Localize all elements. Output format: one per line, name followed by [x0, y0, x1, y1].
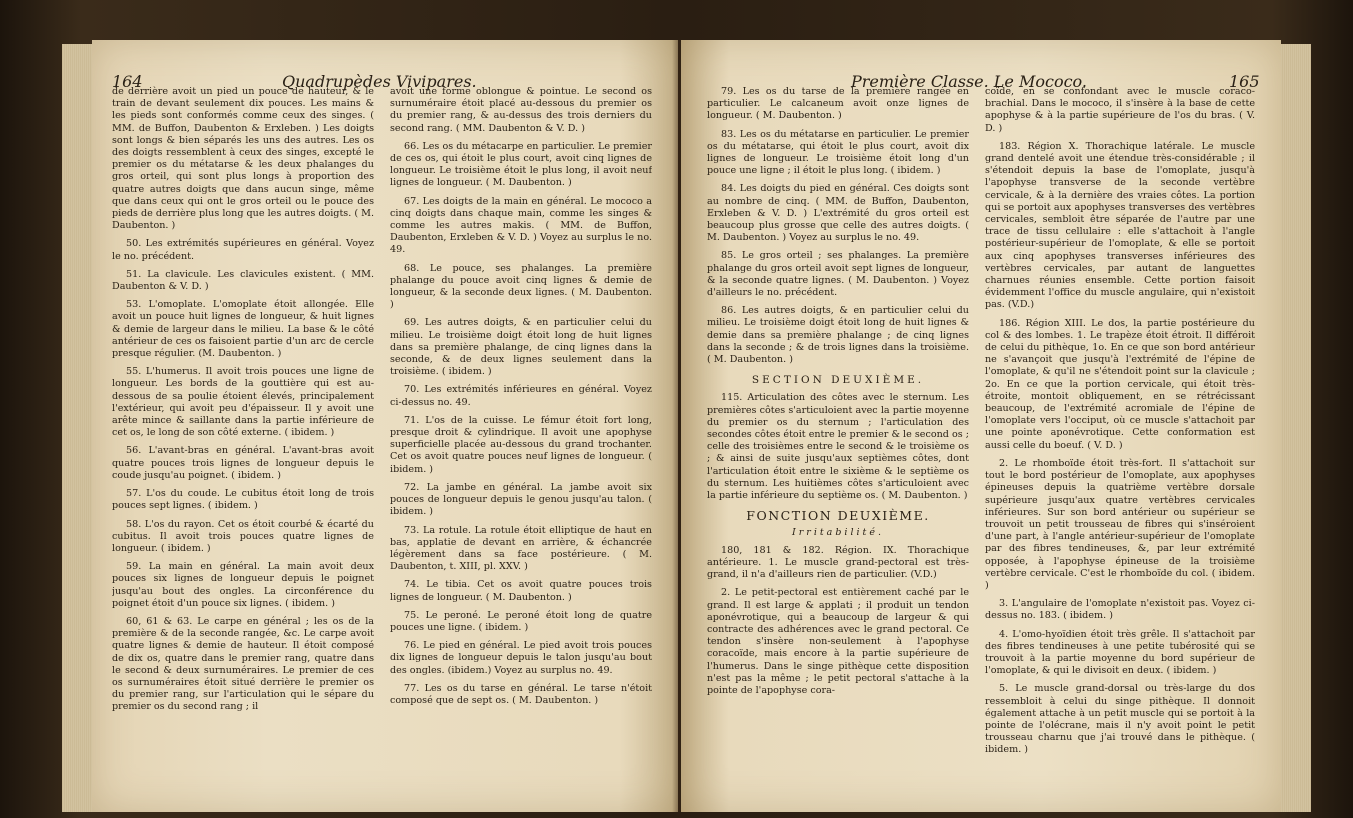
- right-page-number: 165: [1229, 72, 1260, 91]
- right-running-title: Première Classe. Le Mococo.: [851, 72, 1087, 91]
- paragraph: coïde, en se confondant avec le muscle coraco-brachial. Dans le mococo, il s'insère à la base de cette apophyse & à la partie supérieure de l'os du bras. ( V. D. ): [985, 86, 1255, 134]
- paragraph: 66. Les os du métacarpe en particulier. Le premier de ces os, qui étoit le plus court, avoit cinq lignes de longueur. Le troisième étoit le plus long, il avoit neuf lignes de longueur. ( M. Daubenton. ): [390, 140, 652, 189]
- left-column-1: [112, 86, 374, 806]
- paragraph: de derrière avoit un pied un pouce de hauteur, & le train de devant seulement dix pouces. Les mains & les pieds sont conformés comme ceux des singes. ( MM. de Buffon, Daubenton & Erxleben. ) Les doigts sont longs & bien séparés les uns des autres. Les os des doigts ressemblent à ceux des singes, excepté le premier os du métatarse & les deux phalanges du gros orteil, qui sont plus longs à proportion des quatre autres doigts que dans aucun singe, même que dans ceux qui ont le gros orteil ou le pouce des pieds de derrière plus long que les autres doigts. ( M. Daubenton. ): [112, 86, 374, 232]
- paragraph: 56. L'avant-bras en général. L'avant-bras avoit quatre pouces trois lignes de longueur depuis le coude jusqu'au poignet. ( ibidem. ): [112, 445, 374, 481]
- left-column-2: [390, 86, 652, 806]
- left-page: [92, 40, 678, 812]
- paragraph: 115. Articulation des côtes avec le sternum. Les premières côtes s'articuloient avec la partie moyenne du premier os du sternum ; l'articulation des secondes côtes étoit entre le premier & le second os ; celle des troisièmes entre le second & le troisième os ; & ainsi de suite jusqu'aux septièmes côtes, dont l'articulation étoit entre le sixième & le septième os du sternum. Les huitièmes côtes s'articuloient avec la partie inférieure du septième os. ( M. Daubenton. ): [707, 392, 969, 502]
- paragraph: 186. Région XIII. Le dos, la partie postérieure du col & des lombes. 1. Le trapèze étoit étroit. Il différoit de celui du pithèque, 1o. En ce que son bord antérieur ne s'avançoit que jusqu'à l'extrémité de l'épine de l'omoplate, & qu'il ne s'étendoit point sur la clavicule ; 2o. En ce que la portion cervicale, qui étoit très-étroite, montoit obliquement, en se rétrécissant beaucoup, de l'extrémité acromiale de l'épine de l'omoplate vers l'occiput, où ce muscle s'attachoit par une pointe aponévrotique. Cette conformation est aussi celle du boeuf. ( V. D. ): [985, 317, 1255, 451]
- paragraph: 83. Les os du métatarse en particulier. Le premier os du métatarse, qui étoit le plus court, avoit dix lignes de longueur. Le troisième étoit long d'un pouce une ligne ; il étoit le plus long. ( ibidem. ): [707, 128, 969, 177]
- paragraph: 59. La main en général. La main avoit deux pouces six lignes de longueur depuis le poignet jusqu'au bout des ongles. La circonférence du poignet étoit d'un pouce six lignes. ( ibidem. ): [112, 561, 374, 609]
- right-page: [681, 40, 1281, 812]
- paragraph: 2. Le petit-pectoral est entièrement caché par le grand. Il est large & applati ; il produit un tendon aponévrotique, qui a beaucoup de largeur & qui contracte des adhérences avec le grand pectoral. Ce tendon s'insère non-seulement à l'apophyse coracoïde, mais encore à la partie supérieure de l'humerus. Dans le singe pithèque cette disposition n'est pas la même ; le petit pectoral s'attache à la pointe de l'apophyse cora-: [707, 587, 969, 696]
- paragraph: 50. Les extrémités supérieures en général. Voyez le no. précédent.: [112, 238, 374, 262]
- paragraph: 75. Le peroné. Le peroné étoit long de quatre pouces une ligne. ( ibidem. ): [390, 609, 652, 633]
- paragraph: 69. Les autres doigts, & en particulier celui du milieu. Le troisième doigt étoit long de huit lignes dans sa première phalange, de cinq lignes dans la seconde, & de deux lignes seulement dans la troisième. ( ibidem. ): [390, 317, 652, 378]
- subheading: Irritabilité.: [791, 526, 884, 538]
- right-column-2: [985, 86, 1255, 806]
- paragraph: 4. L'omo-hyoïdien étoit très grêle. Il s'attachoit par des fibres tendineuses à une petite tubérosité qui se trouvoit à la partie moyenne du bord supérieur de l'omoplate, & qui le divisoit en deux. ( ibidem. ): [985, 628, 1255, 677]
- paragraph: 58. L'os du rayon. Cet os étoit courbé & écarté du cubitus. Il avoit trois pouces quatre lignes de longueur. ( ibidem. ): [112, 518, 374, 554]
- paragraph: 67. Les doigts de la main en général. Le mococo a cinq doigts dans chaque main, comme les singes & comme les autres makis. ( MM. de Buffon, Daubenton, Erxleben & V. D. ) Voyez au surplus le no. 49.: [390, 195, 652, 256]
- paragraph: avoit une forme oblongue & pointue. Le second os surnuméraire étoit placé au-dessous du premier os du premier rang, & au-dessus des trois derniers du second rang. ( MM. Daubenton & V. D. ): [390, 86, 652, 134]
- paragraph: 76. Le pied en général. Le pied avoit trois pouces dix lignes de longueur depuis le talon jusqu'au bout des ongles. (ibidem.) Voyez au surplus no. 49.: [390, 640, 652, 676]
- paragraph: 79. Les os du tarse de la première rangée en particulier. Le calcaneum avoit onze lignes de longueur. ( M. Daubenton. ): [707, 86, 969, 122]
- paragraph: 60, 61 & 63. Le carpe en général ; les os de la première & de la seconde rangée, &c. Le carpe avoit quatre lignes & demie de hauteur. Il étoit composé de dix os, quatre dans le premier rang, quatre dans le second & deux surnuméraires. Le premier de ces os surnuméraires étoit situé derrière le premier os du premier rang, sur l'articulation qui le sépare du premier os du second rang ; il: [112, 615, 374, 713]
- function-heading: FONCTION DEUXIÈME.: [746, 508, 930, 524]
- paragraph: 71. L'os de la cuisse. Le fémur étoit fort long, presque droit & cylindrique. Il avoit une apophyse superficielle placée au-dessous du grand trochanter. Cet os avoit quatre pouces neuf lignes de longueur. ( ibidem. ): [390, 414, 652, 475]
- paragraph: 51. La clavicule. Les clavicules existent. ( MM. Daubenton & V. D. ): [112, 268, 374, 293]
- paragraph: 85. Le gros orteil ; ses phalanges. La première phalange du gros orteil avoit sept lignes de longueur, & la seconde quatre lignes. ( M. Daubenton. ) Voyez d'ailleurs le no. précédent.: [707, 250, 969, 299]
- left-page-number: 164: [112, 72, 143, 91]
- paragraph: 57. L'os du coude. Le cubitus étoit long de trois pouces sept lignes. ( ibidem. ): [112, 488, 374, 512]
- paragraph: 55. L'humerus. Il avoit trois pouces une ligne de longueur. Les bords de la gouttière qui est au-dessous de sa poulie étoient élevés, principalement l'extérieur, qui avoit peu d'épaisseur. Il y avoit une arête mince & saillante dans la partie inférieure de cet os, le long de son côté externe. ( ibidem. ): [112, 366, 374, 439]
- paragraph: 180, 181 & 182. Région. IX. Thorachique antérieure. 1. Le muscle grand-pectoral est très-grand, il n'a d'ailleurs rien de particulier. (V.D.): [707, 544, 969, 581]
- paragraph: 70. Les extrémités inférieures en général. Voyez ci-dessus no. 49.: [390, 384, 652, 408]
- paragraph: 73. La rotule. La rotule étoit elliptique de haut en bas, applatie de devant en arrière, & échancrée légèrement dans sa face postérieure. ( M. Daubenton, t. XIII, pl. XXV. ): [390, 524, 652, 573]
- paragraph: 72. La jambe en général. La jambe avoit six pouces de longueur depuis le genou jusqu'au talon. ( ibidem. ): [390, 481, 652, 518]
- right-column-1: [707, 86, 969, 806]
- paragraph: 84. Les doigts du pied en général. Ces doigts sont au nombre de cinq. ( MM. de Buffon, Daubenton, Erxleben & V. D. ) L'extrémité du gros orteil est beaucoup plus grosse que celle des autres doigts. ( M. Daubenton. ) Voyez au surplus le no. 49.: [707, 183, 969, 244]
- paragraph: 74. Le tibia. Cet os avoit quatre pouces trois lignes de longueur. ( M. Daubenton. ): [390, 579, 652, 603]
- paragraph: 77. Les os du tarse en général. Le tarse n'étoit composé que de sept os. ( M. Daubenton. ): [390, 682, 652, 706]
- left-page-edges: [62, 44, 92, 812]
- paragraph: 3. L'angulaire de l'omoplate n'existoit pas. Voyez ci-dessus no. 183. ( ibidem. ): [985, 598, 1255, 622]
- paragraph: 5. Le muscle grand-dorsal ou très-large du dos ressembloit à celui du singe pithèque. Il donnoit également attache à un petit muscle qui se portoit à la pointe de l'olécrane, mais il n'y avoit point le petit trousseau charnu que j'ai trouvé dans le pithèque. ( ibidem. ): [985, 683, 1255, 756]
- paragraph: 2. Le rhomboïde étoit très-fort. Il s'attachoit sur tout le bord postérieur de l'omoplate, aux apophyses épineuses depuis la quatrième vertèbre dorsale supérieure jusqu'aux quatre vertèbres cervicales inférieures. Sur son bord antérieur ou supérieur se trouvoit un petit trousseau de fibres qui s'inséroient d'une part, à l'angle antérieur-supérieur de l'omoplate par des fibres tendineuses, &, par leur extrémité opposée, à l'apophyse épineuse de la troisième vertèbre cervicale. C'est le rhomboïde du col. ( ibidem. ): [985, 457, 1255, 591]
- paragraph: 86. Les autres doigts, & en particulier celui du milieu. Le troisième doigt étoit long de huit lignes & demie dans sa première phalange ; de cinq lignes dans la seconde ; & de trois lignes dans la troisième. ( M. Daubenton. ): [707, 305, 969, 366]
- paragraph: 53. L'omoplate. L'omoplate étoit allongée. Elle avoit un pouce huit lignes de longueur, & huit lignes & demie de largeur dans le milieu. La base & le côté antérieur de ces os faisoient partie d'un arc de cercle presque régulier. (M. Daubenton. ): [112, 299, 374, 360]
- paragraph: 183. Région X. Thorachique latérale. Le muscle grand dentelé avoit une étendue très-considérable ; il s'étendoit depuis la base de l'omoplate, jusqu'à l'apophyse transverse de la seconde vertèbre cervicale, & à la dernière des vraies côtes. La portion qui se portoit aux apophyses transverses des vertèbres cervicales, sembloit être séparée de l'autre par une trace de tissu cellulaire : elle s'attachoit à l'angle postérieur-supérieur de l'omoplate, & elle se portoit aux cinq apophyses transverses inférieures des vertèbres cervicales, par autant de languettes charnues réunies ensemble. Cette portion faisoit évidemment l'office du muscle angulaire, qui n'existoit pas. (V.D.): [985, 140, 1255, 311]
- right-page-edges: [1281, 44, 1311, 812]
- paragraph: 68. Le pouce, ses phalanges. La première phalange du pouce avoit cinq lignes & demie de longueur, & la seconde deux lignes. ( M. Daubenton. ): [390, 262, 652, 311]
- section-heading: SECTION DEUXIÈME.: [751, 374, 925, 387]
- left-running-title: Quadrupèdes Vivipares.: [282, 72, 477, 91]
